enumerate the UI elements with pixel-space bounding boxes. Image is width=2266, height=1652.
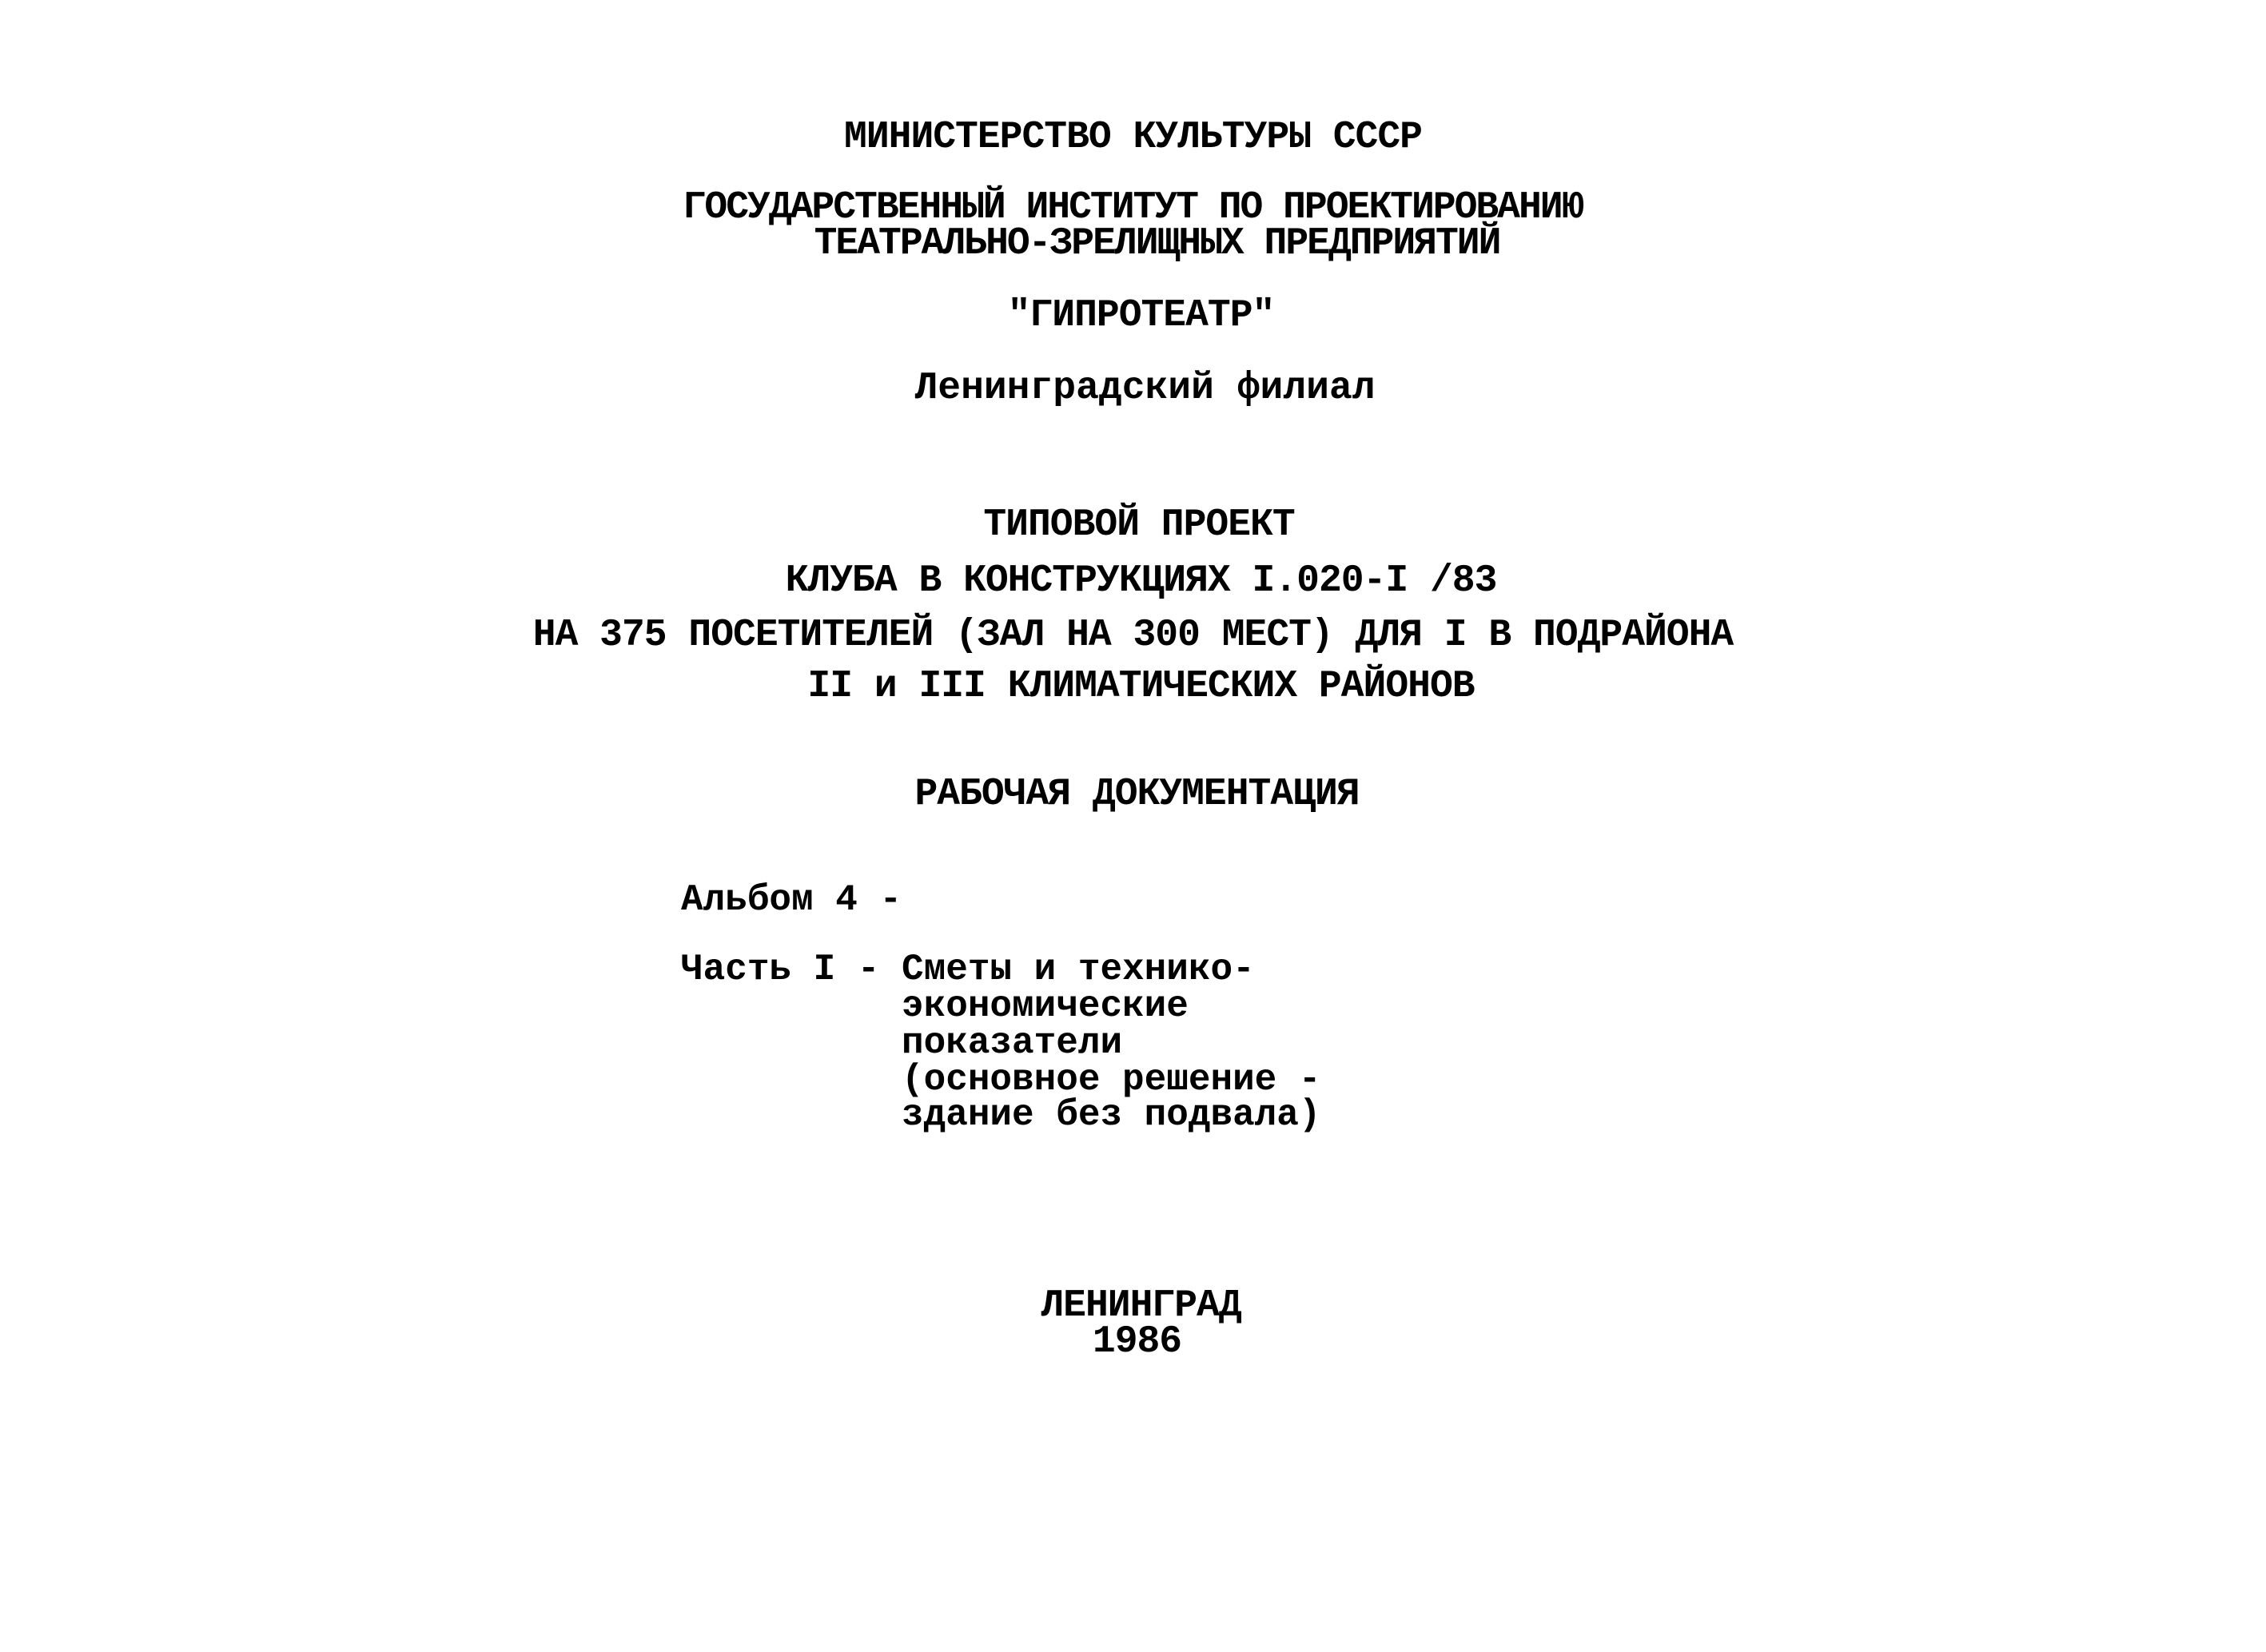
part-label: Часть I -: [681, 949, 880, 990]
project-type: ТИПОВОЙ ПРОЕКТ: [983, 504, 1295, 547]
part-description-line-4: (основное решение -: [902, 1059, 1321, 1101]
part-description-line-2: экономические: [902, 985, 1189, 1027]
part-description-line-1: Сметы и технико-: [902, 949, 1255, 990]
institute-line-1: ГОСУДАРСТВЕННЫЙ ИНСТИТУТ ПО ПРОЕКТИРОВАНИЮ: [683, 186, 1583, 229]
organization-name: "ГИПРОТЕАТР": [1007, 294, 1275, 337]
part-description-line-5: здание без подвала): [902, 1094, 1321, 1136]
album-number: Альбом 4 -: [681, 879, 902, 921]
part-description-line-3: показатели: [902, 1022, 1123, 1064]
ministry-title: МИНИСТЕРСТВО КУЛЬТУРЫ СССР: [844, 116, 1422, 159]
institute-line-2: ТЕАТРАЛЬНО-ЗРЕЛИЩНЫХ ПРЕДПРИЯТИЙ: [814, 222, 1500, 265]
footer-year: 1986: [1092, 1320, 1182, 1363]
documentation-type: РАБОЧАЯ ДОКУМЕНТАЦИЯ: [914, 773, 1360, 816]
footer-city: ЛЕНИНГРАД: [1041, 1284, 1241, 1328]
project-climate-regions: II и III КЛИМАТИЧЕСКИХ РАЙОНОВ: [807, 665, 1475, 708]
branch-name: Ленинградский филиал: [914, 367, 1376, 410]
project-title: КЛУБА В КОНСТРУКЦИЯХ I.020-I /83: [785, 559, 1497, 603]
project-capacity: НА 375 ПОСЕТИТЕЛЕЙ (ЗАЛ НА 300 МЕСТ) ДЛЯ I В ПОДРАЙОНА: [532, 614, 1734, 657]
